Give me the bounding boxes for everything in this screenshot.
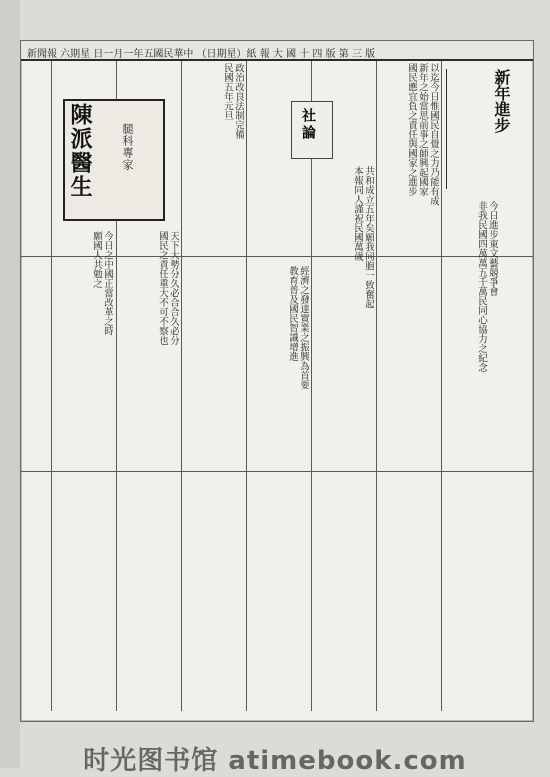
ad-subtitle: 腿科專家 [121, 123, 134, 171]
column-text: 教育普及國民智識增進 [287, 266, 298, 361]
newspaper-page [20, 40, 534, 722]
text-column [61, 231, 113, 713]
text-column [456, 201, 498, 713]
column-text: 民國五年元旦 [222, 63, 233, 120]
column-text: 國民應宜負之責任與國家之進步 [406, 63, 417, 196]
ad-title: 陳派醫生 [67, 103, 93, 199]
column-text: 國民之責任重大不可不察也 [157, 231, 168, 345]
header-bar [21, 41, 533, 61]
editorial-title: 社論 [300, 108, 316, 142]
page-header: 新聞報 六期星 日一月一年五國民華中 （日期星）紙 報 大 國 十 四 版 第 三 版 [27, 49, 376, 60]
column-rule [376, 61, 377, 711]
column-text: 天下大勢分久必合合久必分 [168, 231, 179, 345]
column-rule [441, 61, 442, 711]
column-text: 以迄今日惟國民自覺之力乃能有成 [428, 63, 439, 206]
column-text: 今日進步東文藝競爭會 [487, 201, 498, 296]
column-text: 今日之中國正當改革之時 [102, 231, 113, 336]
column-text: 非我民國四萬萬五千萬民同心協力之紀念 [476, 201, 487, 372]
column-rule [181, 61, 182, 711]
text-column [261, 266, 309, 713]
column-text: 經濟之發達實業之振興為首要 [298, 266, 309, 390]
editorial-box [291, 101, 333, 159]
scan-margin [0, 0, 20, 768]
watermark: 时光图书馆 atimebook.com [83, 746, 467, 776]
column-text: 政治改良法制完備 [233, 63, 244, 139]
column-text: 本報同人謹祝民國萬歲 [352, 166, 363, 261]
text-column [326, 166, 374, 713]
text-column [196, 63, 244, 713]
masthead: 新年進步 [446, 69, 513, 189]
column-text: 新年之始當思前事之師興起國家 [417, 63, 428, 196]
column-rule [51, 61, 52, 711]
column-text: 願國人共勉之 [91, 231, 102, 288]
column-text: 共和成立五年矣願我同胞一致奮起 [363, 166, 374, 309]
text-column [391, 63, 439, 713]
text-column [131, 231, 179, 713]
column-rule [246, 61, 247, 711]
